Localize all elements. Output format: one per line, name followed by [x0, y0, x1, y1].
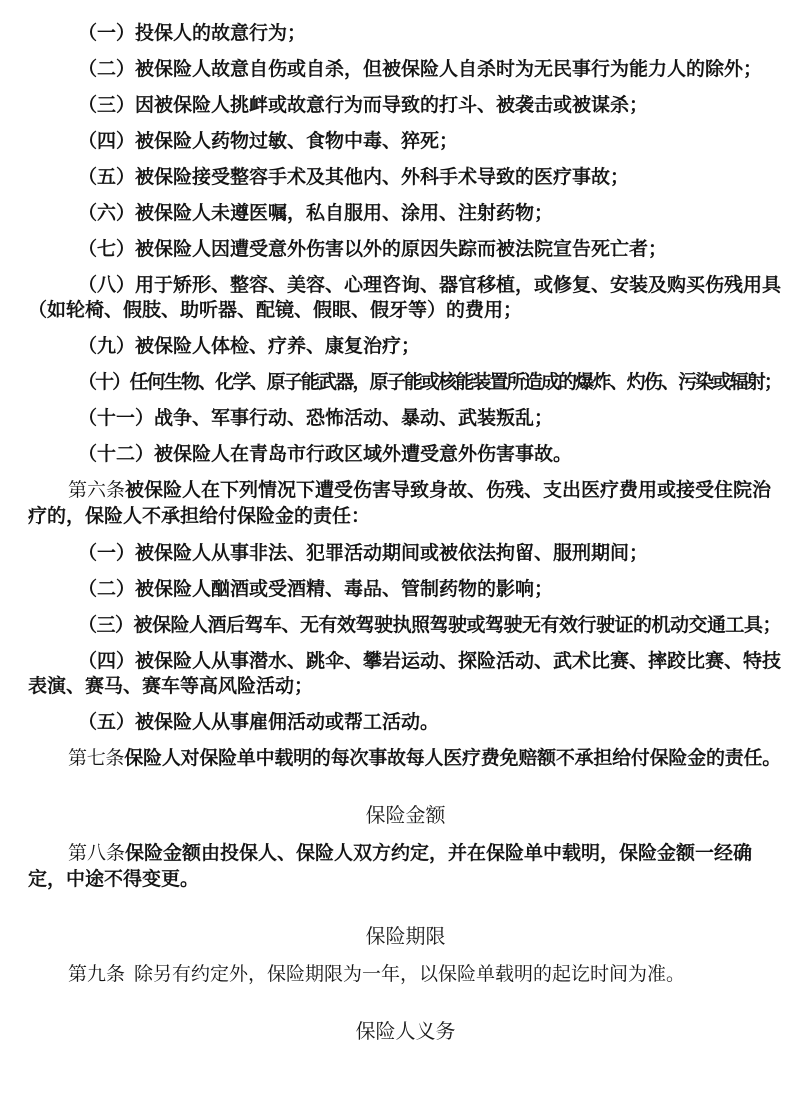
article-6-number: 第六条 — [68, 480, 126, 501]
article-8-text: 保险金额由投保人、保险人双方约定，并在保险单中载明，保险金额一经确定，中途不得变更。 — [28, 843, 753, 890]
article-9 — [28, 962, 783, 988]
article-8 — [28, 841, 783, 893]
list-item: （一）被保险人从事非法、犯罪活动期间或被依法拘留、服刑期间； — [78, 543, 649, 564]
list-item: （七）被保险人因遭受意外伤害以外的原因失踪而被法院宣告死亡者； — [78, 239, 668, 260]
section-heading-insurer-obligations: 保险人义务 — [355, 1021, 456, 1043]
article-8-number: 第八条 — [68, 843, 126, 864]
list-item: （二）被保险人酗酒或受酒精、毒品、管制药物的影响； — [78, 579, 554, 600]
list-item: （五）被保险人从事雇佣活动或帮工活动。 — [78, 712, 440, 733]
list-item: （九）被保险人体检、疗养、康复治疗； — [78, 336, 421, 357]
general-exclusions-list — [28, 21, 783, 467]
article-7-number: 第七条 — [68, 748, 125, 769]
list-item: （十一）战争、军事行动、恐怖活动、暴动、武装叛乱； — [78, 408, 554, 429]
article-7-text: 保险人对保险单中载明的每次事故每人医疗费免赔额不承担给付保险金的责任。 — [124, 748, 782, 769]
list-item: （十二）被保险人在青岛市行政区域外遭受意外伤害事故。 — [78, 444, 573, 465]
list-item: （二）被保险人故意自伤或自杀，但被保险人自杀时为无民事行为能力人的除外； — [78, 59, 763, 80]
article-6-text: 被保险人在下列情况下遭受伤害导致身故、伤残、支出医疗费用或接受住院治疗的，保险人不承担给付保险金的责任： — [28, 480, 772, 527]
article-9-text: 除另有约定外，保险期限为一年，以保险单载明的起讫时间为准。 — [134, 964, 686, 985]
list-item: （五）被保险接受整容手术及其他内、外科手术导致的医疗事故； — [78, 167, 630, 188]
list-item: （四）被保险人药物过敏、食物中毒、猝死； — [78, 131, 459, 152]
list-item: （四）被保险人从事潜水、跳伞、攀岩运动、探险活动、武术比赛、摔跤比赛、特技表演、赛马、赛车等高风险活动； — [28, 651, 782, 697]
list-item: （八）用于矫形、整容、美容、心理咨询、器官移植，或修复、安装及购买伤残用具（如轮椅、假肢、助听器、配镜、假眼、假牙等）的费用； — [28, 275, 782, 321]
article-6 — [28, 478, 783, 530]
list-item: （六）被保险人未遵医嘱，私自服用、涂用、注射药物； — [78, 203, 554, 224]
list-item: （十）任何生物、化学、原子能武器，原子能或核能装置所造成的爆炸、灼伤、污染或辐射； — [78, 372, 782, 393]
list-item: （一）投保人的故意行为； — [78, 23, 307, 44]
section-heading-sum-insured: 保险金额 — [365, 805, 446, 827]
list-item: （三）被保险人酒后驾车、无有效驾驶执照驾驶或驾驶无有效行驶证的机动交通工具； — [78, 615, 782, 636]
list-item: （三）因被保险人挑衅或故意行为而导致的打斗、被袭击或被谋杀； — [78, 95, 649, 116]
situational-exclusions-list — [28, 541, 783, 735]
section-heading-policy-period: 保险期限 — [365, 926, 446, 948]
article-9-number: 第九条 — [68, 964, 126, 985]
article-7 — [28, 746, 783, 772]
